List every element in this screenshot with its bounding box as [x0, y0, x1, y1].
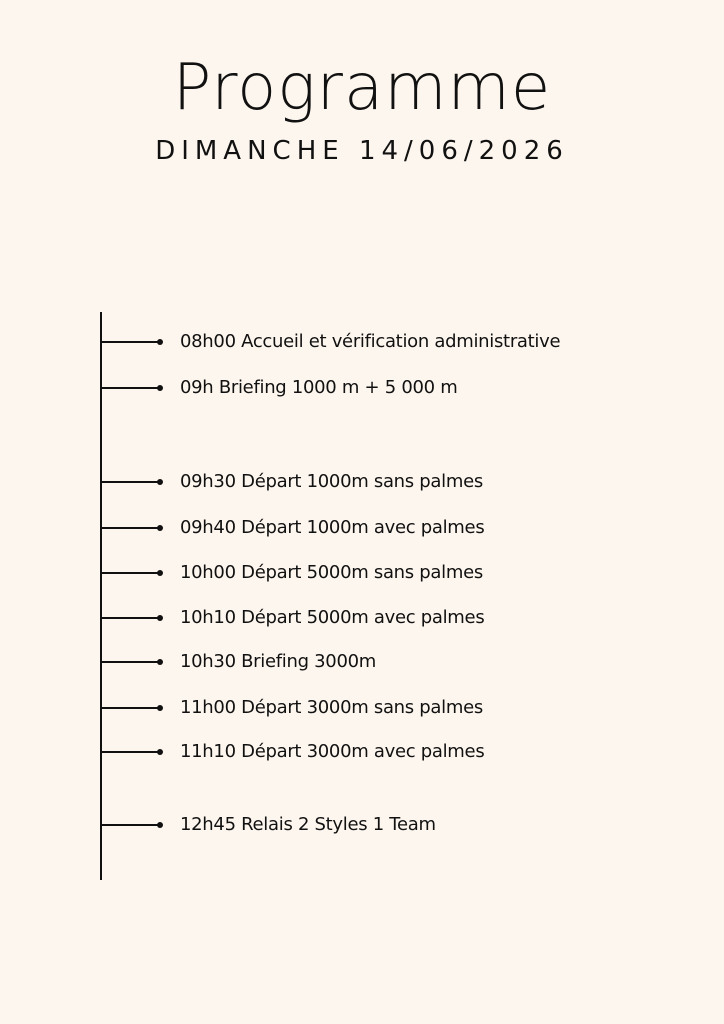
schedule-item-label: 09h Briefing 1000 m + 5 000 m — [180, 377, 458, 398]
schedule-item — [0, 606, 724, 630]
schedule-item — [0, 376, 724, 400]
schedule-item-label: 09h40 Départ 1000m avec palmes — [180, 517, 485, 538]
timeline-dot — [157, 749, 163, 755]
timeline-branch — [102, 341, 160, 343]
schedule-item-label: 12h45 Relais 2 Styles 1 Team — [180, 814, 436, 835]
schedule-item — [0, 650, 724, 674]
schedule-item-label: 10h30 Briefing 3000m — [180, 651, 376, 672]
timeline-branch — [102, 707, 160, 709]
schedule-item-label: 09h30 Départ 1000m sans palmes — [180, 471, 483, 492]
schedule-item-label: 10h00 Départ 5000m sans palmes — [180, 562, 483, 583]
timeline-branch — [102, 481, 160, 483]
timeline-dot — [157, 339, 163, 345]
timeline-dot — [157, 525, 163, 531]
schedule-item — [0, 330, 724, 354]
timeline-dot — [157, 822, 163, 828]
schedule-item — [0, 696, 724, 720]
timeline-dot — [157, 385, 163, 391]
timeline-branch — [102, 661, 160, 663]
schedule-item — [0, 561, 724, 585]
timeline-branch — [102, 527, 160, 529]
schedule-item-label: 10h10 Départ 5000m avec palmes — [180, 607, 485, 628]
schedule-item-label: 11h00 Départ 3000m sans palmes — [180, 697, 483, 718]
timeline-branch — [102, 751, 160, 753]
timeline-branch — [102, 387, 160, 389]
schedule-item — [0, 470, 724, 494]
schedule-item — [0, 813, 724, 837]
timeline-dot — [157, 479, 163, 485]
page-title: Programme — [172, 51, 552, 125]
timeline-dot — [157, 615, 163, 621]
schedule-item — [0, 740, 724, 764]
timeline-branch — [102, 572, 160, 574]
timeline-branch — [102, 617, 160, 619]
schedule-item — [0, 516, 724, 540]
timeline-dot — [157, 570, 163, 576]
schedule-item-label: 11h10 Départ 3000m avec palmes — [180, 741, 485, 762]
schedule-item-label: 08h00 Accueil et vérification administrative — [180, 331, 561, 352]
timeline-branch — [102, 824, 160, 826]
event-date: DIMANCHE 14/06/2026 — [155, 136, 569, 166]
timeline-dot — [157, 659, 163, 665]
timeline-dot — [157, 705, 163, 711]
